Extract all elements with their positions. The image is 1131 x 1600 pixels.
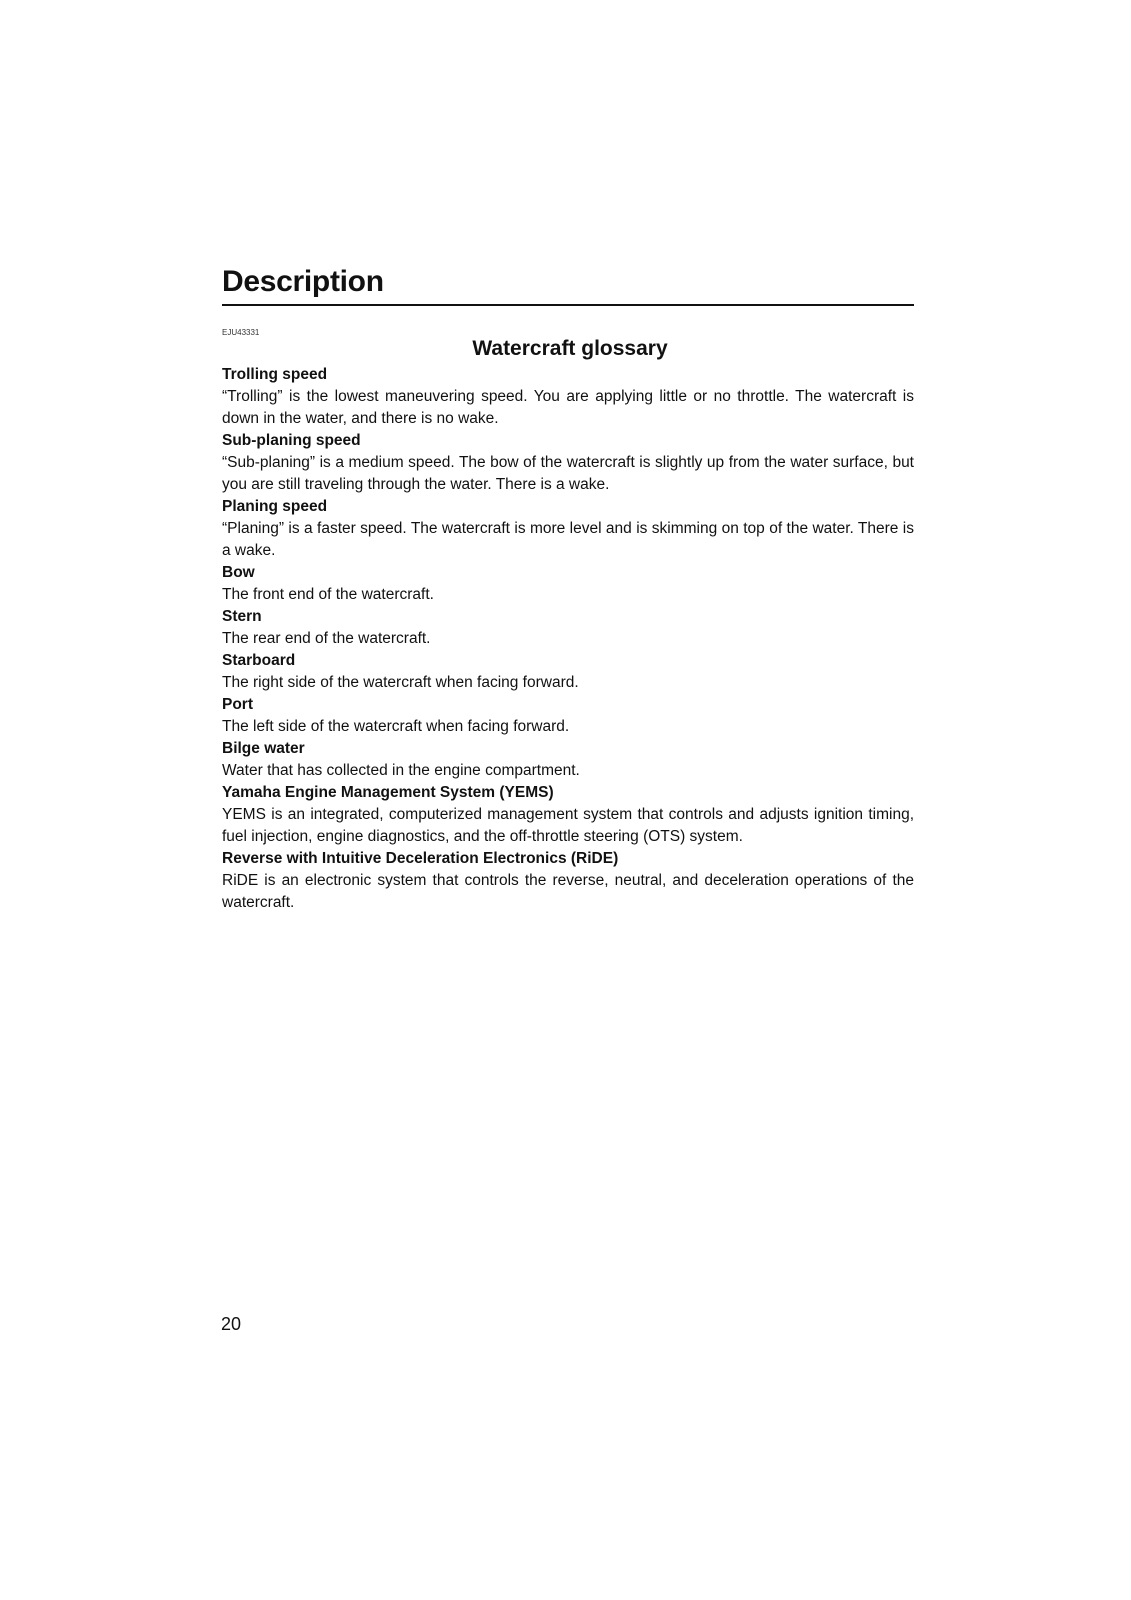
glossary-entry-sub-planing-speed xyxy=(222,430,914,496)
glossary-title: Watercraft glossary xyxy=(472,337,668,360)
glossary-entry-starboard xyxy=(222,650,914,694)
glossary-term: Starboard xyxy=(222,652,296,669)
glossary-entry-port xyxy=(222,694,914,738)
glossary-entry-ride xyxy=(222,848,914,914)
glossary-term: Bilge water xyxy=(222,740,305,757)
glossary-definition: The right side of the watercraft when facing forward. xyxy=(222,674,579,691)
glossary-term: Reverse with Intuitive Deceleration Electronics (RiDE) xyxy=(222,850,619,867)
glossary-term: Sub-planing speed xyxy=(222,432,361,449)
glossary-entry-bow xyxy=(222,562,914,606)
glossary-entry-bilge-water xyxy=(222,738,914,782)
glossary-definition: YEMS is an integrated, computerized management system that controls and adjusts ignition timing, fuel injection, engine diagnostics, and the off-throttle steering (OTS) system. xyxy=(222,806,914,845)
glossary-term: Trolling speed xyxy=(222,366,328,383)
glossary-definition: The front end of the watercraft. xyxy=(222,586,434,603)
glossary-term: Yamaha Engine Management System (YEMS) xyxy=(222,784,554,801)
page-content xyxy=(222,262,914,914)
glossary-entry-planing-speed xyxy=(222,496,914,562)
glossary-definition: RiDE is an electronic system that controls the reverse, neutral, and deceleration operations of the watercraft. xyxy=(222,872,914,911)
glossary-term: Bow xyxy=(222,564,255,581)
glossary-definition: The rear end of the watercraft. xyxy=(222,630,431,647)
glossary-term: Port xyxy=(222,696,253,713)
glossary-list xyxy=(222,364,914,914)
document-code: EJU43331 xyxy=(222,328,260,337)
glossary-definition: “Planing” is a faster speed. The watercraft is more level and is skimming on top of the water. There is a wake. xyxy=(222,520,914,559)
glossary-definition: The left side of the watercraft when facing forward. xyxy=(222,718,570,735)
glossary-definition: “Trolling” is the lowest maneuvering speed. You are applying little or no throttle. The watercraft is down in the water, and there is no wake. xyxy=(222,388,914,427)
glossary-term: Stern xyxy=(222,608,262,625)
glossary-term: Planing speed xyxy=(222,498,328,515)
glossary-entry-yems xyxy=(222,782,914,848)
glossary-entry-trolling-speed xyxy=(222,364,914,430)
glossary-definition: Water that has collected in the engine compartment. xyxy=(222,762,580,779)
section-title: Description xyxy=(222,262,914,306)
glossary-entry-stern xyxy=(222,606,914,650)
glossary-definition: “Sub-planing” is a medium speed. The bow of the watercraft is slightly up from the water surface, but you are still traveling through the water. There is a wake. xyxy=(222,454,914,493)
page-number: 20 xyxy=(221,1314,242,1334)
